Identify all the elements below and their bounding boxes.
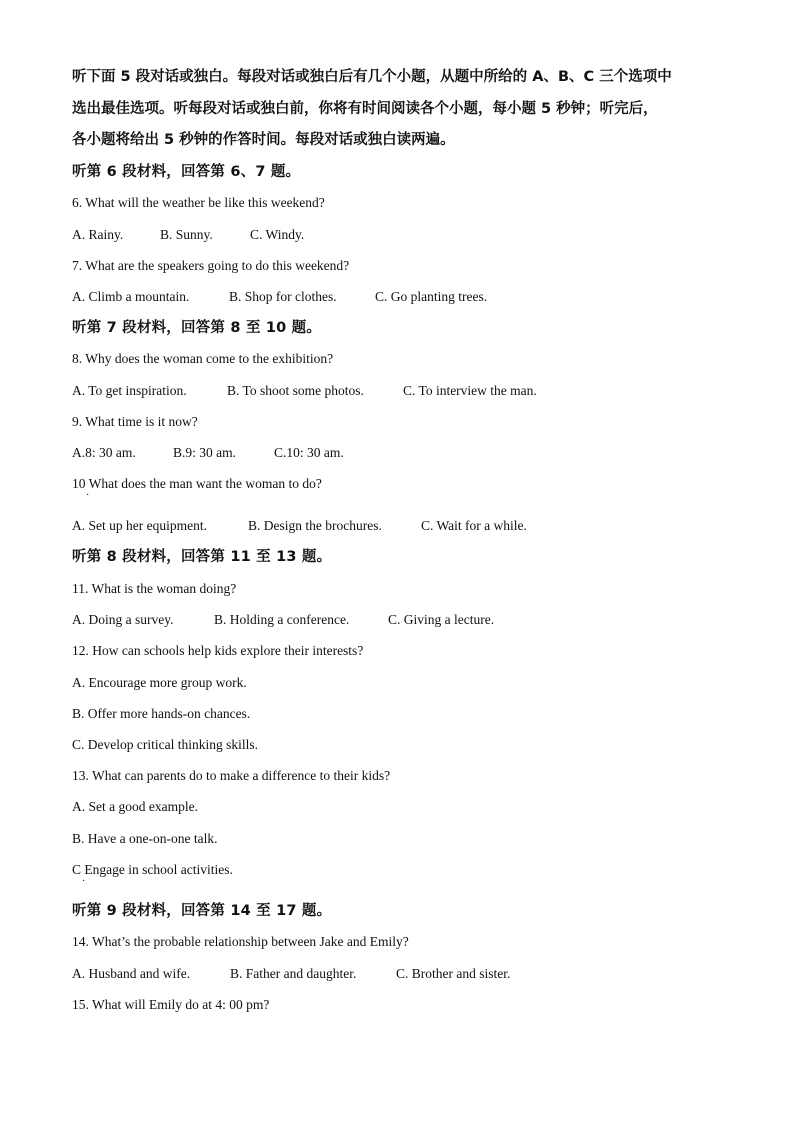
section-heading: 听第 6 段材料，回答第 6、7 题。 <box>72 164 301 180</box>
option-b: B. Sunny. <box>160 227 213 242</box>
question-stem: 13. What can parents do to make a difference to their kids? <box>72 768 391 783</box>
option-a: A. Doing a survey. <box>72 612 174 627</box>
option-c: C Engage in school activities. <box>72 862 233 877</box>
question-stem: 8. Why does the woman come to the exhibition? <box>72 351 334 366</box>
option-c: C. Go planting trees. <box>375 289 488 304</box>
question-stem: 6. What will the weather be like this weekend? <box>72 195 325 210</box>
option-c: C. Brother and sister. <box>396 966 511 981</box>
question-stem: 10 What does the man want the woman to do? <box>72 476 322 491</box>
question-stem: 15. What will Emily do at 4: 00 pm? <box>72 997 270 1012</box>
option-a: A. Husband and wife. <box>72 966 191 981</box>
option-c: C. Develop critical thinking skills. <box>72 737 258 752</box>
option-c: C. Windy. <box>250 227 305 242</box>
section-heading: 听第 8 段材料，回答第 11 至 13 题。 <box>72 549 332 565</box>
option-b: B. Father and daughter. <box>230 966 357 981</box>
option-a: A. Encourage more group work. <box>72 675 247 690</box>
stray-dot: · <box>86 490 90 501</box>
option-b: B. Have a one-on-one talk. <box>72 831 218 846</box>
intro-line-1: 听下面 5 段对话或独白。每段对话或独白后有几个小题，从题中所给的 A、B、C 三个选项中 <box>72 69 672 85</box>
option-b: B. To shoot some photos. <box>227 383 364 398</box>
option-b: B. Shop for clothes. <box>229 289 337 304</box>
question-stem: 14. What’s the probable relationship between Jake and Emily? <box>72 934 409 949</box>
option-b: B. Offer more hands-on chances. <box>72 706 251 721</box>
section-heading: 听第 7 段材料，回答第 8 至 10 题。 <box>72 320 322 336</box>
stray-dot: · <box>82 876 86 887</box>
question-stem: 12. How can schools help kids explore their interests? <box>72 643 364 658</box>
section-heading: 听第 9 段材料，回答第 14 至 17 题。 <box>72 903 332 919</box>
option-b: B.9: 30 am. <box>173 445 236 460</box>
option-a: A. Set a good example. <box>72 799 198 814</box>
intro-line-2: 选出最佳选项。听每段对话或独白前，你将有时间阅读各个小题，每小题 5 秒钟；听完后， <box>72 101 658 117</box>
intro-line-3: 各小题将给出 5 秒钟的作答时间。每段对话或独白读两遍。 <box>72 132 455 148</box>
question-stem: 11. What is the woman doing? <box>72 581 237 596</box>
option-c: C. Giving a lecture. <box>388 612 495 627</box>
question-stem: 9. What time is it now? <box>72 414 198 429</box>
option-a: A. Climb a mountain. <box>72 289 190 304</box>
option-b: B. Design the brochures. <box>248 518 382 533</box>
option-b: B. Holding a conference. <box>214 612 350 627</box>
option-c: C.10: 30 am. <box>274 445 344 460</box>
question-stem: 7. What are the speakers going to do this weekend? <box>72 258 350 273</box>
option-a: A. Rainy. <box>72 227 124 242</box>
option-c: C. Wait for a while. <box>421 518 527 533</box>
option-a: A. Set up her equipment. <box>72 518 207 533</box>
option-c: C. To interview the man. <box>403 383 537 398</box>
option-a: A. To get inspiration. <box>72 383 187 398</box>
option-a: A.8: 30 am. <box>72 445 136 460</box>
